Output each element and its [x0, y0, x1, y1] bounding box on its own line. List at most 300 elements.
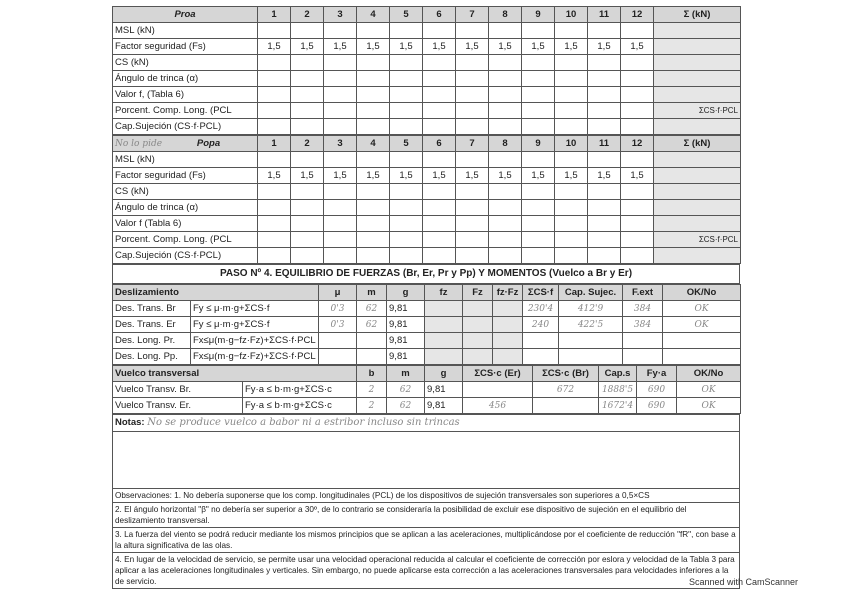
proa-cell	[258, 23, 291, 39]
proa-cell	[588, 87, 621, 103]
popa-cell	[489, 232, 522, 248]
popa-cell	[291, 216, 324, 232]
desl-header-cell: g	[387, 285, 425, 301]
vuelco-m: 62	[387, 398, 425, 414]
desl-header-cell: fz·Fz	[493, 285, 523, 301]
proa-row	[113, 119, 741, 135]
desl-scsf	[523, 349, 559, 365]
proa-cell	[357, 119, 390, 135]
proa-cell: 1,5	[555, 39, 588, 55]
popa-cell	[456, 200, 489, 216]
vuelco-formula: Fy·a ≤ b·m·g+ΣCS·c	[243, 398, 357, 414]
popa-cell	[522, 184, 555, 200]
popa-cell	[621, 232, 654, 248]
popa-cell	[423, 248, 456, 264]
proa-cell	[489, 87, 522, 103]
proa-cell	[258, 119, 291, 135]
desl-header-cell: m	[357, 285, 387, 301]
popa-cell	[588, 200, 621, 216]
proa-cell	[588, 71, 621, 87]
popa-cell	[423, 152, 456, 168]
popa-cell	[324, 184, 357, 200]
popa-cell	[390, 216, 423, 232]
popa-table	[112, 135, 741, 264]
proa-row-label: Cap.Sujeción (CS·f·PCL)	[113, 119, 258, 135]
popa-sum-cell	[654, 152, 741, 168]
proa-cell	[522, 55, 555, 71]
proa-cell	[258, 55, 291, 71]
popa-cell	[621, 184, 654, 200]
popa-row-label: Valor f (Tabla 6)	[113, 216, 258, 232]
popa-row	[113, 232, 741, 248]
popa-cell	[456, 232, 489, 248]
proa-row	[113, 39, 741, 55]
vuelco-fya: 690	[637, 398, 677, 414]
proa-sum-cell: ΣCS·f·PCL	[654, 103, 741, 119]
popa-header-cell: 4	[357, 136, 390, 152]
observacion-item: 4. En lugar de la velocidad de servicio, se permite usar una velocidad operacional reducida al calcular el coeficiente de corrección por eslora y velocidad de la Tabla 3 para aplicar a las aceleraciones longitudinales y verticales. Sin embargo, no puede aplicarse esta corrección a las aceleraciones transversales para velocidades inferiores a la de servicio.	[115, 555, 735, 586]
popa-cell	[258, 232, 291, 248]
proa-cell	[423, 103, 456, 119]
proa-cell	[489, 23, 522, 39]
popa-cell	[555, 216, 588, 232]
proa-header-row	[113, 7, 741, 23]
vuelco-g: 9,81	[425, 382, 463, 398]
popa-cell: 1,5	[555, 168, 588, 184]
desl-Fz	[463, 333, 493, 349]
vuelco-header-cell: g	[425, 366, 463, 382]
popa-cell	[291, 152, 324, 168]
popa-cell	[258, 216, 291, 232]
proa-cell	[291, 23, 324, 39]
proa-cell	[555, 87, 588, 103]
popa-cell	[522, 152, 555, 168]
popa-cell	[390, 248, 423, 264]
vuelco-header-cell: Vuelco transversal	[113, 366, 357, 382]
desl-Fz	[463, 349, 493, 365]
proa-header-cell: 9	[522, 7, 555, 23]
popa-cell	[423, 184, 456, 200]
proa-sum-cell	[654, 39, 741, 55]
popa-cell	[489, 152, 522, 168]
proa-cell	[324, 23, 357, 39]
desl-header-cell: OK/No	[663, 285, 741, 301]
paso4-title-table	[112, 264, 740, 284]
popa-cell: 1,5	[291, 168, 324, 184]
desl-row	[113, 349, 741, 365]
popa-cell	[357, 248, 390, 264]
proa-row	[113, 71, 741, 87]
proa-cell	[456, 87, 489, 103]
desl-cap: 412'9	[559, 301, 623, 317]
popa-row	[113, 248, 741, 264]
popa-cell: 1,5	[324, 168, 357, 184]
popa-header-cell: 1	[258, 136, 291, 152]
proa-cell: 1,5	[291, 39, 324, 55]
vuelco-fya: 690	[637, 382, 677, 398]
proa-cell	[423, 71, 456, 87]
proa-cell	[357, 103, 390, 119]
desl-mu	[319, 349, 357, 365]
popa-cell	[522, 200, 555, 216]
worksheet	[112, 6, 740, 589]
observacion-item: Observaciones: 1. No debería suponerse que los comp. longitudinales (PCL) de los dispositivos de sujeción transversales son superiores a 0,5×CS	[113, 489, 739, 503]
vuelco-er	[463, 382, 533, 398]
proa-cell	[324, 55, 357, 71]
popa-cell	[588, 232, 621, 248]
popa-cell	[621, 248, 654, 264]
proa-header-cell: 6	[423, 7, 456, 23]
popa-cell: 1,5	[456, 168, 489, 184]
proa-header-cell: 1	[258, 7, 291, 23]
proa-cell	[390, 71, 423, 87]
desl-fz	[425, 301, 463, 317]
proa-row-label: Factor seguridad (Fs)	[113, 39, 258, 55]
popa-header-cell: 5	[390, 136, 423, 152]
vuelco-header-cell: ΣCS·c (Er)	[463, 366, 533, 382]
popa-cell	[522, 216, 555, 232]
proa-header-cell: 3	[324, 7, 357, 23]
popa-header-cell: 12	[621, 136, 654, 152]
proa-cell	[621, 23, 654, 39]
desl-header-cell: F.ext	[623, 285, 663, 301]
popa-cell	[456, 184, 489, 200]
desl-mu: 0'3	[319, 301, 357, 317]
vuelco-caps: 1672'4	[599, 398, 637, 414]
desl-formula: Fx≤μ(m·g−fz·Fz)+ΣCS·f·PCL	[191, 333, 319, 349]
proa-cell: 1,5	[357, 39, 390, 55]
popa-cell: 1,5	[390, 168, 423, 184]
proa-cell	[456, 23, 489, 39]
popa-cell	[588, 152, 621, 168]
popa-cell	[357, 232, 390, 248]
proa-sum-cell	[654, 55, 741, 71]
proa-cell	[489, 103, 522, 119]
popa-cell	[588, 216, 621, 232]
proa-cell	[324, 87, 357, 103]
popa-cell	[456, 216, 489, 232]
notes-blank-area	[112, 432, 740, 489]
popa-cell	[489, 184, 522, 200]
vuelco-header-cell: m	[387, 366, 425, 382]
popa-cell: 1,5	[357, 168, 390, 184]
vuelco-header-cell: Fy·a	[637, 366, 677, 382]
proa-cell: 1,5	[489, 39, 522, 55]
desl-scsf: 230'4	[523, 301, 559, 317]
vuelco-header-cell: Cap.s	[599, 366, 637, 382]
popa-row-label: CS (kN)	[113, 184, 258, 200]
popa-cell	[522, 232, 555, 248]
proa-cell: 1,5	[456, 39, 489, 55]
proa-cell: 1,5	[588, 39, 621, 55]
desl-header-cell: Fz	[463, 285, 493, 301]
proa-cell	[456, 103, 489, 119]
popa-cell: 1,5	[522, 168, 555, 184]
desl-row	[113, 333, 741, 349]
popa-header-cell: 11	[588, 136, 621, 152]
popa-cell	[456, 248, 489, 264]
popa-cell	[621, 152, 654, 168]
proa-cell	[522, 87, 555, 103]
desl-header-cell: Deslizamiento	[113, 285, 319, 301]
proa-row	[113, 23, 741, 39]
proa-cell	[291, 55, 324, 71]
proa-header-cell: 2	[291, 7, 324, 23]
popa-row	[113, 200, 741, 216]
popa-cell	[357, 200, 390, 216]
proa-header-cell: 10	[555, 7, 588, 23]
popa-cell: 1,5	[489, 168, 522, 184]
popa-header-cell: 6	[423, 136, 456, 152]
popa-cell	[258, 248, 291, 264]
proa-cell	[258, 87, 291, 103]
desl-Fz	[463, 317, 493, 333]
vuelco-row	[113, 398, 741, 414]
proa-header-cell: 5	[390, 7, 423, 23]
popa-cell	[390, 200, 423, 216]
proa-cell	[621, 119, 654, 135]
desl-fz	[425, 317, 463, 333]
popa-row	[113, 216, 741, 232]
proa-cell	[588, 119, 621, 135]
desl-Fz	[463, 301, 493, 317]
popa-header-cell: 9	[522, 136, 555, 152]
desl-header-cell: Cap. Sujec.	[559, 285, 623, 301]
vuelco-row	[113, 382, 741, 398]
popa-header-cell: 7	[456, 136, 489, 152]
popa-cell: 1,5	[258, 168, 291, 184]
popa-sum-cell	[654, 200, 741, 216]
observacion-item: 2. El ángulo horizontal "β" no debería ser superior a 30º, de lo contrario se consideraría la posibilidad de excluir ese dispositivo de sujeción en el equilibrio del deslizamiento transversal.	[113, 503, 739, 528]
desl-scsf: 240	[523, 317, 559, 333]
popa-row-label: MSL (kN)	[113, 152, 258, 168]
desl-mu: 0'3	[319, 317, 357, 333]
popa-cell	[324, 152, 357, 168]
proa-cell	[588, 55, 621, 71]
popa-cell	[423, 200, 456, 216]
popa-sum-cell	[654, 216, 741, 232]
vuelco-g: 9,81	[425, 398, 463, 414]
popa-row	[113, 168, 741, 184]
desl-formula: Fy ≤ μ·m·g+ΣCS·f	[191, 317, 319, 333]
proa-cell	[456, 55, 489, 71]
proa-cell	[423, 55, 456, 71]
proa-header-cell: 4	[357, 7, 390, 23]
desl-cap	[559, 333, 623, 349]
popa-cell	[258, 184, 291, 200]
desl-header-cell: ΣCS·f	[523, 285, 559, 301]
desl-ok: OK	[663, 301, 741, 317]
desl-m	[357, 333, 387, 349]
vuelco-formula: Fy·a ≤ b·m·g+ΣCS·c	[243, 382, 357, 398]
proa-cell	[423, 23, 456, 39]
proa-cell	[621, 87, 654, 103]
desl-cap: 422'5	[559, 317, 623, 333]
popa-cell	[423, 216, 456, 232]
proa-row-label: Valor f, (Tabla 6)	[113, 87, 258, 103]
proa-cell	[423, 87, 456, 103]
proa-cell	[522, 71, 555, 87]
vuelco-b: 2	[357, 382, 387, 398]
desl-fext: 384	[623, 317, 663, 333]
popa-cell	[324, 232, 357, 248]
popa-cell	[423, 232, 456, 248]
proa-cell	[390, 119, 423, 135]
desl-fzFz	[493, 317, 523, 333]
proa-cell	[621, 103, 654, 119]
popa-cell	[456, 152, 489, 168]
vuelco-ok: OK	[677, 398, 741, 414]
popa-cell	[555, 200, 588, 216]
popa-cell	[291, 184, 324, 200]
proa-header-cell: 8	[489, 7, 522, 23]
vuelco-header-cell: b	[357, 366, 387, 382]
proa-cell	[489, 71, 522, 87]
desl-fz	[425, 349, 463, 365]
desl-g: 9,81	[387, 317, 425, 333]
popa-cell	[390, 232, 423, 248]
desl-g: 9,81	[387, 301, 425, 317]
popa-cell	[357, 152, 390, 168]
vuelco-name: Vuelco Transv. Er.	[113, 398, 243, 414]
popa-row-label: Ángulo de trinca (α)	[113, 200, 258, 216]
vuelco-b: 2	[357, 398, 387, 414]
proa-cell	[357, 87, 390, 103]
desl-cap	[559, 349, 623, 365]
desl-m: 62	[357, 301, 387, 317]
proa-cell	[324, 103, 357, 119]
proa-cell	[522, 103, 555, 119]
popa-cell	[588, 184, 621, 200]
proa-cell: 1,5	[423, 39, 456, 55]
proa-table	[112, 6, 741, 135]
desl-fext: 384	[623, 301, 663, 317]
desl-fz	[425, 333, 463, 349]
popa-cell	[291, 232, 324, 248]
popa-header-cell: 2	[291, 136, 324, 152]
proa-header-cell: 12	[621, 7, 654, 23]
vuelco-header-cell: OK/No	[677, 366, 741, 382]
proa-cell	[258, 103, 291, 119]
popa-row-label: Porcent. Comp. Long. (PCL	[113, 232, 258, 248]
popa-header-row	[113, 136, 741, 152]
vuelco-ok: OK	[677, 382, 741, 398]
vuelco-m: 62	[387, 382, 425, 398]
desl-g: 9,81	[387, 333, 425, 349]
observacion-item: 3. La fuerza del viento se podrá reducir mediante los mismos principios que se aplican a las aceleraciones, multiplicándose por el coeficiente de reducción "fR", con base a la altura significativa de las olas.	[113, 528, 739, 553]
desl-fzFz	[493, 301, 523, 317]
vuelco-header-cell: ΣCS·c (Br)	[533, 366, 599, 382]
vuelco-br: 672	[533, 382, 599, 398]
proa-cell	[390, 103, 423, 119]
popa-cell	[555, 248, 588, 264]
proa-cell	[324, 119, 357, 135]
proa-row-label: Porcent. Comp. Long. (PCL	[113, 103, 258, 119]
proa-cell	[456, 71, 489, 87]
desl-row	[113, 317, 741, 333]
desl-formula: Fy ≤ μ·m·g+ΣCS·f	[191, 301, 319, 317]
desl-header-row	[113, 285, 741, 301]
proa-cell	[555, 55, 588, 71]
scanner-footer: Scanned with CamScanner	[688, 577, 798, 587]
popa-row	[113, 184, 741, 200]
proa-cell	[522, 119, 555, 135]
popa-cell	[555, 184, 588, 200]
popa-row	[113, 152, 741, 168]
popa-cell	[324, 216, 357, 232]
popa-cell	[621, 216, 654, 232]
popa-row-label: Factor seguridad (Fs)	[113, 168, 258, 184]
notas-table	[112, 414, 740, 432]
popa-cell	[588, 248, 621, 264]
proa-cell	[456, 119, 489, 135]
popa-cell	[258, 152, 291, 168]
proa-cell	[555, 119, 588, 135]
proa-cell	[588, 23, 621, 39]
proa-cell: 1,5	[258, 39, 291, 55]
desl-name: Des. Long. Pp.	[113, 349, 191, 365]
popa-cell	[489, 216, 522, 232]
proa-cell: 1,5	[324, 39, 357, 55]
popa-cell	[555, 232, 588, 248]
proa-cell	[357, 55, 390, 71]
desl-ok	[663, 333, 741, 349]
popa-header-cell: 10	[555, 136, 588, 152]
desl-ok: OK	[663, 317, 741, 333]
desl-m	[357, 349, 387, 365]
proa-row-label: CS (kN)	[113, 55, 258, 71]
vuelco-br	[533, 398, 599, 414]
popa-sum-cell	[654, 168, 741, 184]
popa-title: Popa	[196, 137, 221, 149]
desl-header-cell: fz	[425, 285, 463, 301]
popa-cell: 1,5	[423, 168, 456, 184]
proa-cell	[291, 71, 324, 87]
proa-header-cell: 7	[456, 7, 489, 23]
desl-formula: Fx≤μ(m·g−fz·Fz)+ΣCS·f·PCL	[191, 349, 319, 365]
proa-sum-cell	[654, 87, 741, 103]
proa-row-label: Ángulo de trinca (α)	[113, 71, 258, 87]
proa-cell	[357, 71, 390, 87]
proa-sum-cell	[654, 71, 741, 87]
popa-row-label: Cap.Sujeción (CS·f·PCL)	[113, 248, 258, 264]
desl-name: Des. Trans. Br	[113, 301, 191, 317]
paso4-title: PASO Nº 4. EQUILIBRIO DE FUERZAS (Br, Er, Pr y Pp) Y MOMENTOS (Vuelco a Br y Er)	[113, 265, 740, 284]
proa-sum-cell	[654, 119, 741, 135]
proa-cell	[621, 55, 654, 71]
popa-cell	[390, 184, 423, 200]
popa-header-cell: Σ (kN)	[654, 136, 741, 152]
proa-sum-cell	[654, 23, 741, 39]
popa-header-cell: 3	[324, 136, 357, 152]
popa-header-cell	[113, 136, 258, 152]
popa-cell	[324, 248, 357, 264]
desl-fzFz	[493, 333, 523, 349]
popa-handwritten-note: No lo pide	[115, 138, 163, 149]
desl-header-cell: μ	[319, 285, 357, 301]
popa-cell	[324, 200, 357, 216]
desl-ok	[663, 349, 741, 365]
proa-row-label: MSL (kN)	[113, 23, 258, 39]
proa-cell	[324, 71, 357, 87]
proa-cell	[555, 23, 588, 39]
popa-cell	[291, 248, 324, 264]
vuelco-caps: 1888'5	[599, 382, 637, 398]
desl-g: 9,81	[387, 349, 425, 365]
proa-cell: 1,5	[522, 39, 555, 55]
proa-cell	[258, 71, 291, 87]
proa-cell	[522, 23, 555, 39]
